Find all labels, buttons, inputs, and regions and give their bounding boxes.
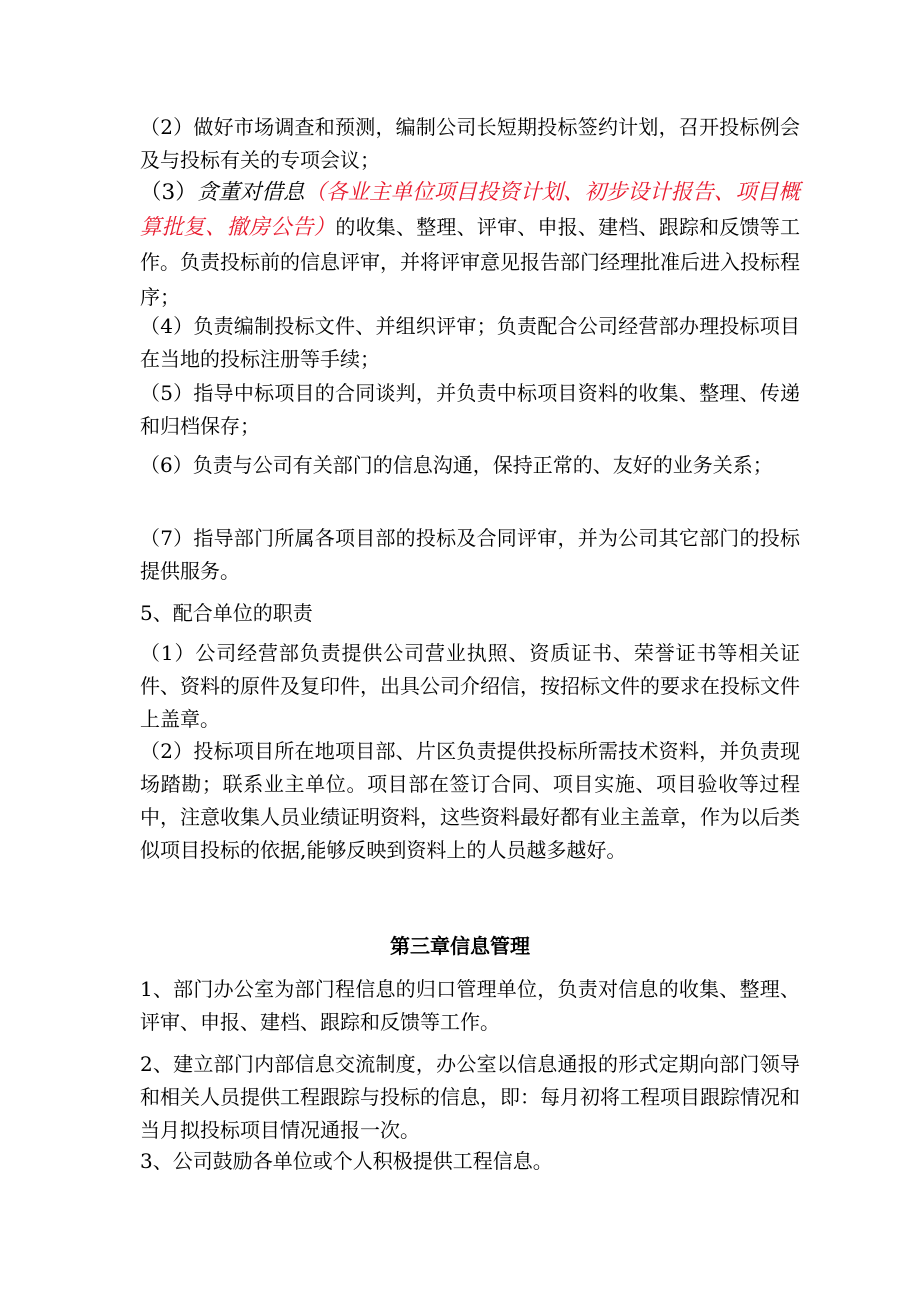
paragraph-item-3: [140, 176, 800, 315]
info-item-1: 1、部门办公室为部门程信息的归口管理单位，负责对信息的收集、整理、评审、申报、建档、跟踪和反馈等工作。: [140, 977, 800, 1034]
paragraph-item-6: （6）负责与公司有关部门的信息沟通，保持正常的、友好的业务关系；: [140, 453, 773, 477]
info-item-2: 2、建立部门内部信息交流制度，办公室以信息通报的形式定期向部门领导和相关人员提供工程跟踪与投标的信息，即：每月初将工程项目跟踪情况和当月拟投标项目情况通报一次。: [140, 1052, 800, 1142]
paragraph-item-2: （2）做好市场调查和预测，编制公司长短期投标签约计划，召开投标例会及与投标有关的专项会议；: [140, 115, 800, 172]
paragraph-item-3-number: （3）: [140, 180, 197, 205]
paragraph-item-3-italic-lead: 贪董对借息: [196, 180, 305, 205]
paragraph-item-3-highlight: （各业主单位项目投资计划、初步设计报告、项目概算批复、撤房公告）: [140, 180, 800, 240]
chapter-title: 第三章信息管理: [390, 934, 530, 958]
paragraph-item-3-rest: 的收集、整理、评审、申报、建档、跟踪和反馈等工作。负责投标前的信息评审，并将评审意见报告部门经理批准后进入投标程序；: [140, 215, 800, 309]
paragraph-item-4: （4）负责编制投标文件、并组织评审；负责配合公司经营部办理投标项目在当地的投标注册等手续；: [140, 314, 800, 371]
info-item-3: 3、公司鼓励各单位或个人积极提供工程信息。: [140, 1149, 553, 1173]
paragraph-duty-1: （1）公司经营部负责提供公司营业执照、资质证书、荣誉证书等相关证件、资料的原件及复印件，出具公司介绍信，按招标文件的要求在投标文件上盖章。: [140, 641, 800, 731]
paragraph-item-7: （7）指导部门所属各项目部的投标及合同评审，并为公司其它部门的投标提供服务。: [140, 526, 800, 583]
paragraph-item-5: （5）指导中标项目的合同谈判，并负责中标项目资料的收集、整理、传递和归档保存；: [140, 381, 800, 438]
paragraph-duty-2: （2）投标项目所在地项目部、片区负责提供投标所需技术资料，并负责现场踏勘；联系业主单位。项目部在签订合同、项目实施、项目验收等过程中，注意收集人员业绩证明资料，这些资料最好都有业主盖章，作为以后类似项目投标的依据,能够反映到资料上的人员越多越好。: [140, 739, 800, 862]
section-heading-5: 5、配合单位的职责: [140, 601, 313, 625]
